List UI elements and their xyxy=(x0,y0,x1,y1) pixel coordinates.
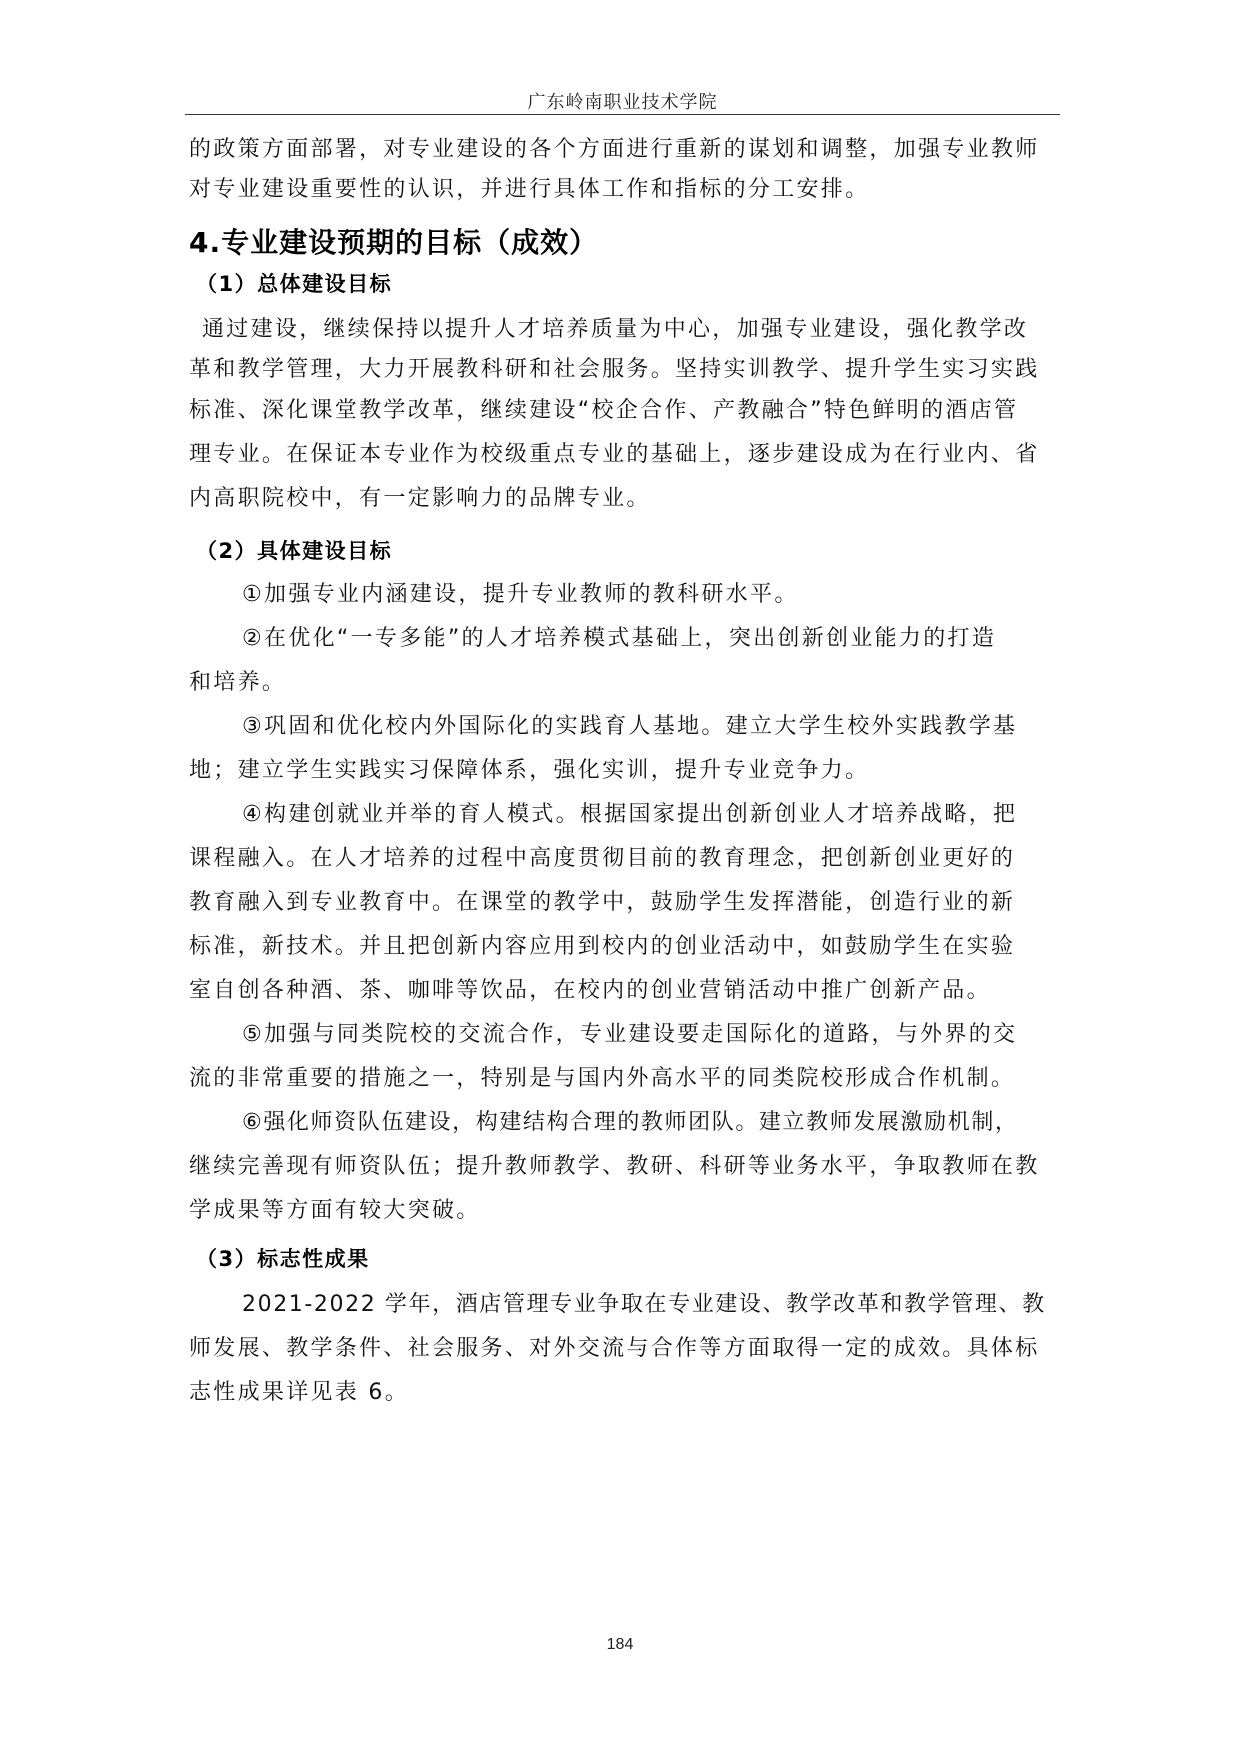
list-item: ③巩固和优化校内外国际化的实践育人基地。建立大学生校外实践教学基 xyxy=(242,714,1018,739)
text-line: 通过建设，继续保持以提升人才培养质量为中心，加强专业建设，强化教学改 xyxy=(202,317,1029,342)
text-line: 流的非常重要的措施之一，特别是与国内外高水平的同类院校形成合作机制。 xyxy=(189,1066,1016,1091)
text-line: 师发展、教学条件、社会服务、对外交流与合作等方面取得一定的成效。具体标 xyxy=(189,1336,1040,1361)
text-line: 继续完善现有师资队伍；提升教师教学、教研、科研等业务水平，争取教师在教 xyxy=(189,1154,1040,1179)
list-item: ⑥强化师资队伍建设，构建结构合理的教师团队。建立教师发展激励机制， xyxy=(242,1110,1019,1135)
text-line: 对专业建设重要性的认识，并进行具体工作和指标的分工安排。 xyxy=(189,177,870,202)
text-line: 学成果等方面有较大突破。 xyxy=(189,1198,481,1223)
section-heading: 4.专业建设预期的目标（成效） xyxy=(189,226,599,259)
page-number: 184 xyxy=(606,1636,634,1653)
text-line: 的政策方面部署，对专业建设的各个方面进行重新的谋划和调整，加强专业教师 xyxy=(189,137,1040,162)
overall-goals-heading: （1）总体建设目标 xyxy=(196,272,393,296)
text-line: 室自创各种酒、茶、咖啡等饮品，在校内的创业营销活动中推广创新产品。 xyxy=(189,978,991,1003)
text-line: 地；建立学生实践实习保障体系，强化实训，提升专业竞争力。 xyxy=(189,758,870,783)
list-item: ④构建创就业并举的育人模式。根据国家提出创新创业人才培养战略，把 xyxy=(242,802,1018,827)
text-line: 教育融入到专业教育中。在课堂的教学中，鼓励学生发挥潜能，创造行业的新 xyxy=(189,890,1016,915)
text-line: 志性成果详见表 6。 xyxy=(189,1380,409,1405)
list-item: ⑤加强与同类院校的交流合作，专业建设要走国际化的道路，与外界的交 xyxy=(242,1022,1018,1047)
text-line: 课程融入。在人才培养的过程中高度贯彻目前的教育理念，把创新创业更好的 xyxy=(189,846,1016,871)
header-title: 广东岭南职业技术学院 xyxy=(527,92,718,113)
landmark-results-heading: （3）标志性成果 xyxy=(196,1247,370,1271)
text-line: 2021-2022 学年，酒店管理专业争取在专业建设、教学改革和教学管理、教 xyxy=(242,1292,1046,1317)
text-line: 理专业。在保证本专业作为校级重点专业的基础上，逐步建设成为在行业内、省 xyxy=(189,442,1040,467)
text-line: 标准、深化课堂教学改革，继续建设“校企合作、产教融合”特色鲜明的酒店管 xyxy=(189,398,1019,423)
header-divider xyxy=(185,114,1060,115)
list-item: ①加强专业内涵建设，提升专业教师的教科研水平。 xyxy=(242,582,799,607)
list-item: ②在优化“一专多能”的人才培养模式基础上，突出创新创业能力的打造 xyxy=(242,626,997,651)
text-line: 内高职院校中，有一定影响力的品牌专业。 xyxy=(189,486,651,511)
text-line: 和培养。 xyxy=(189,670,287,695)
specific-goals-heading: （2）具体建设目标 xyxy=(196,539,393,563)
text-line: 革和教学管理，大力开展教科研和社会服务。坚持实训教学、提升学生实习实践 xyxy=(189,357,1040,382)
text-line: 标准，新技术。并且把创新内容应用到校内的创业活动中，如鼓励学生在实验 xyxy=(189,934,1016,959)
